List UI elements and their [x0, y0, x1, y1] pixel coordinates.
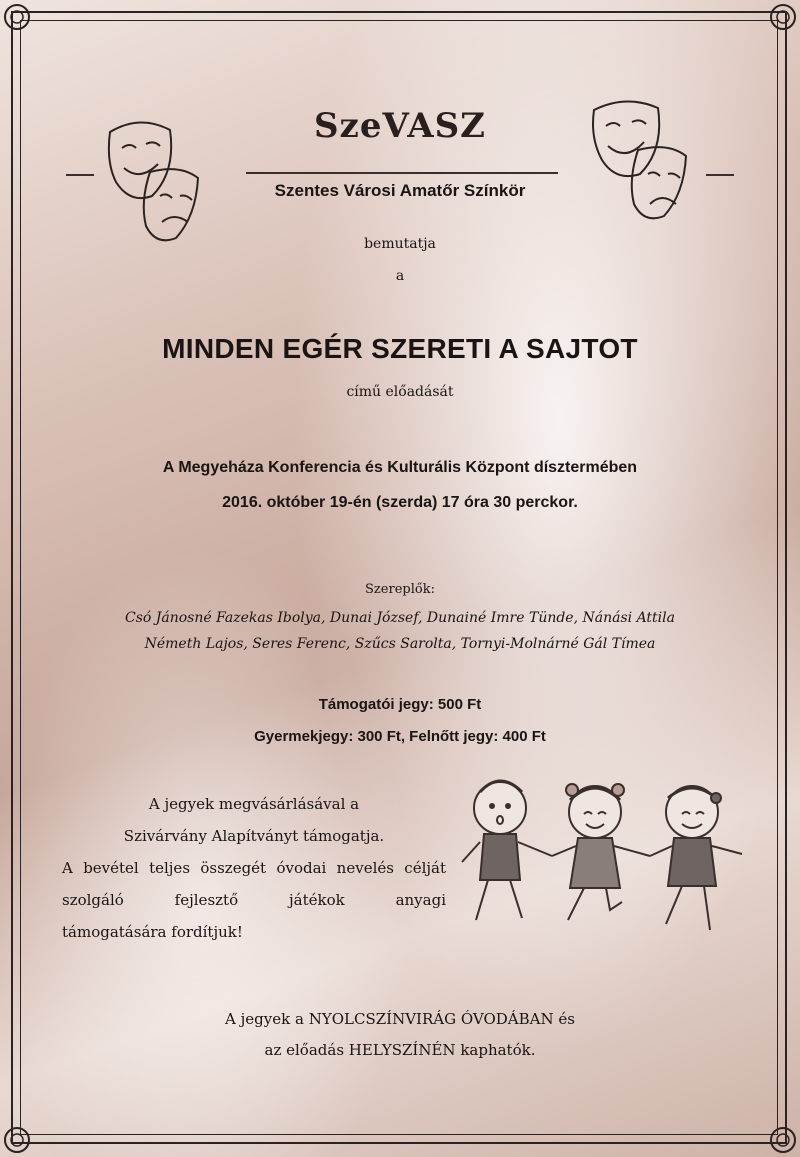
- support-line: A bevétel teljes összegét óvodai nevelés célját: [62, 859, 446, 877]
- play-title: MINDEN EGÉR SZERETI A SAJTOT: [162, 333, 638, 364]
- ticket-info-line: az előadás HELYSZÍNÉN kaphatók.: [264, 1041, 536, 1059]
- article-text: a: [395, 268, 405, 284]
- corner-ornament-icon: [2, 1125, 32, 1155]
- ticket-price-line: Támogatói jegy: 500 Ft: [318, 696, 482, 713]
- cast-list-line: Csó Jánosné Fazekas Ibolya, Dunai József, Dunainé Imre Tünde, Nánási Attila: [125, 610, 675, 626]
- divider: [66, 174, 94, 176]
- corner-ornament-icon: [768, 2, 798, 32]
- cast-heading: Szereplők:: [365, 582, 435, 597]
- logo-underline: [246, 172, 558, 174]
- dancing-children-illustration: [460, 770, 750, 940]
- support-line: szolgáló fejlesztő játékok anyagi: [62, 891, 446, 909]
- presents-text: bemutatja: [364, 236, 436, 252]
- support-line: A jegyek megvásárlásával a: [148, 795, 360, 813]
- corner-ornament-icon: [768, 1125, 798, 1155]
- logo-text: SzeVASZ: [314, 106, 486, 146]
- ticket-info-line: A jegyek a NYOLCSZÍNVIRÁG ÓVODÁBAN és: [225, 1010, 575, 1028]
- ticket-price-line: Gyermekjegy: 300 Ft, Felnőtt jegy: 400 Ft: [254, 728, 546, 745]
- performance-label: című előadását: [346, 384, 454, 400]
- support-paragraph: [62, 788, 446, 948]
- venue-text: A Megyeháza Konferencia és Kulturális Központ dísztermében: [162, 459, 638, 476]
- organization-name: Szentes Városi Amatőr Színkör: [274, 181, 526, 200]
- corner-ornament-icon: [2, 2, 32, 32]
- cast-list-line: Németh Lajos, Seres Ferenc, Szűcs Sarolta, Tornyi-Molnárné Gál Tímea: [144, 636, 656, 652]
- datetime-text: 2016. október 19-én (szerda) 17 óra 30 perckor.: [222, 494, 578, 511]
- support-line: támogatására fordítjuk!: [62, 923, 243, 941]
- support-line: Szivárvány Alapítványt támogatja.: [123, 827, 385, 845]
- divider: [706, 174, 734, 176]
